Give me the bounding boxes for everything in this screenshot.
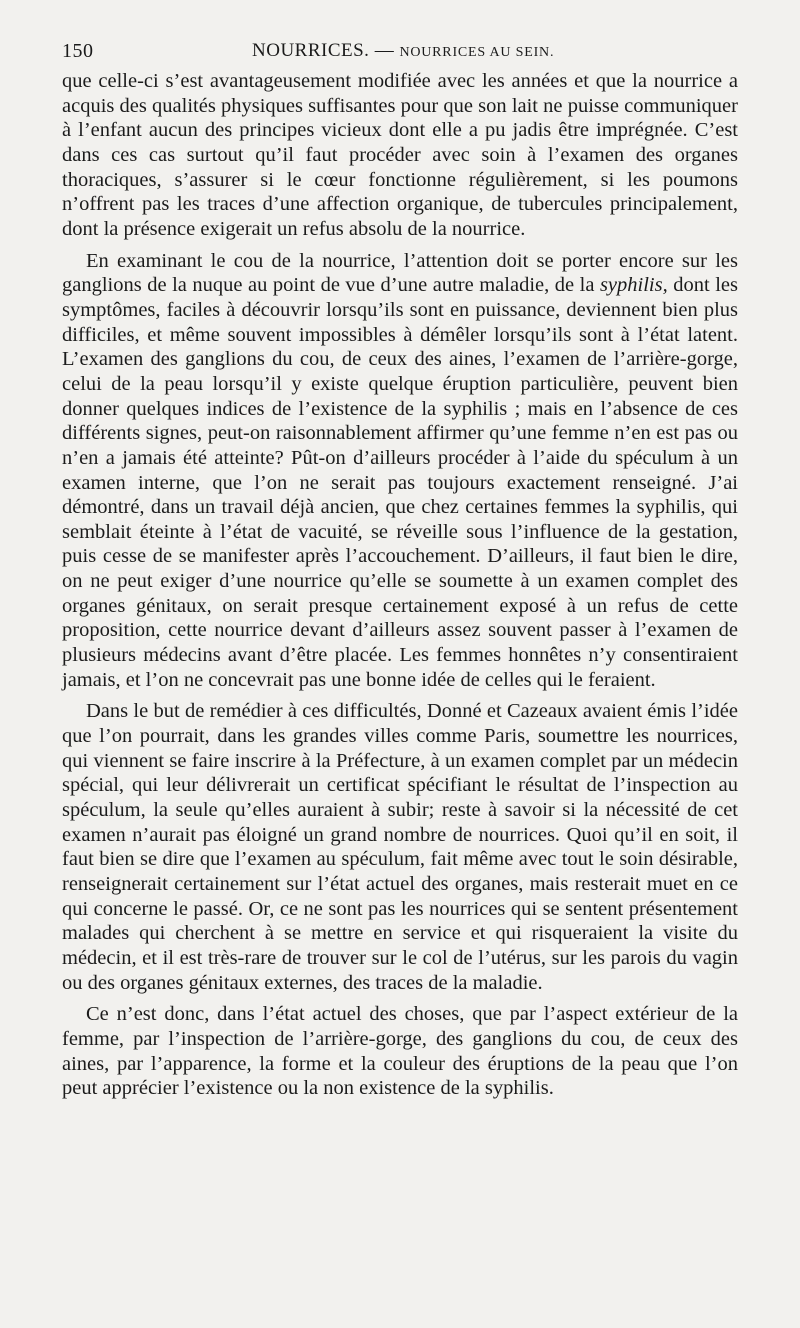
paragraph-2-rest: dont les symptômes, faciles à découvrir lorsqu’ils sont en puissance, deviennent bien plus difficiles, et même souvent impossibles à démêler lorsqu’ils sont à l’état latent. L’examen des ganglions du cou, de ceux des aines, l’examen de l’arrière-gorge, celui de la peau lorsqu’il y existe quelque éruption particulière, peuvent bien donner quelques indices de l’existence de la syphilis ; mais en l’absence de ces différents signes, peut-on raisonnablement affirmer qu’une femme n’en est pas ou n’en a jamais été atteinte? Pût-on d’ailleurs procéder à l’aide du spéculum à un examen interne, que l’on ne serait pas toujours exactement renseigné. J’ai démontré, dans un travail déjà ancien, que chez certaines femmes la syphilis, qui semblait éteinte à l’état de vacuité, se réveille sous l’influence de la gestation, puis cesse de se manifester après l’accouchement. D’ailleurs, il faut bien le dire, on ne peut exiger d’une nourrice qu’elle se soumette à un examen complet des organes génitaux, on serait presque certainement exposé à un refus de cette proposition, cette nourrice devant d’ailleurs assez souvent passer à l’examen de plusieurs médecins avant d’être placée. Les femmes honnêtes n’y consentiraient jamais, et l’on ne concevrait pas une bonne idée de celles qui le feraient. bbox=[62, 274, 738, 691]
running-head bbox=[252, 40, 554, 62]
page-header bbox=[62, 40, 738, 66]
paragraph-2-start: En examinant le cou de la nourrice, l’attention doit se porter encore sur les ganglions de la nuque au point de vue d’une autre maladie, de la bbox=[62, 249, 738, 297]
paragraph-3: Dans le but de remédier à ces difficultés, Donné et Cazeaux avaient émis l’idée que l’on pourrait, dans les grandes villes comme Paris, soumettre les nourrices, qui viennent se faire inscrire à la Préfecture, à un examen complet par un médecin spécial, qui leur délivrerait un certificat spécifiant le résultat de l’inspection au spéculum, la seule qu’elles auraient à subir; reste à savoir si la nécessité de cet examen n’aurait pas éloigné un grand nombre de nourrices. Quoi qu’il en soit, il faut bien se dire que l’examen au spéculum, fait même avec tout le soin désirable, renseignerait certainement sur l’état actuel des organes, mais resterait muet en ce qui concerne le passé. Or, ce ne sont pas les nourrices qui se sentent présentement malades qui cherchent à se mettre en service et qui risqueraient la visite du médecin, et il est très-rare de trouver sur le col de l’utérus, sur les parois du vagin ou des organes génitaux externes, des traces de la maladie. bbox=[62, 700, 738, 994]
running-head-separator: — bbox=[369, 40, 400, 61]
paragraph-1: que celle-ci s’est avantageusement modifiée avec les années et que la nourrice a acquis des qualités physiques suffisantes pour que son lait ne puisse communiquer à l’enfant aucun des principes vicieux dont elle a pu jadis être imprégnée. C’est dans ces cas surtout qu’il faut procéder avec soin à l’examen des organes thoraciques, s’assurer si le cœur fonctionne régulièrement, si les poumons n’offrent pas les traces d’une affection organique, de tubercules principalement, dont la présence exigerait un refus absolu de la nourrice. bbox=[62, 70, 738, 240]
page-body bbox=[62, 69, 738, 1101]
paragraph-2 bbox=[62, 249, 738, 693]
italic-term-syphilis: syphilis, bbox=[599, 274, 668, 297]
running-head-subtitle: NOURRICES AU SEIN. bbox=[399, 45, 555, 60]
paragraph-4: Ce n’est donc, dans l’état actuel des choses, que par l’aspect extérieur de la femme, par l’inspection de l’arrière-gorge, des ganglions du cou, de ceux des aines, par l’apparence, la forme et la couleur des éruptions de la peau que l’on peut apprécier l’existence ou la non existence de la syphilis. bbox=[62, 1003, 738, 1100]
page-number: 150 bbox=[62, 40, 94, 62]
running-head-title: NOURRICES. bbox=[252, 40, 370, 61]
